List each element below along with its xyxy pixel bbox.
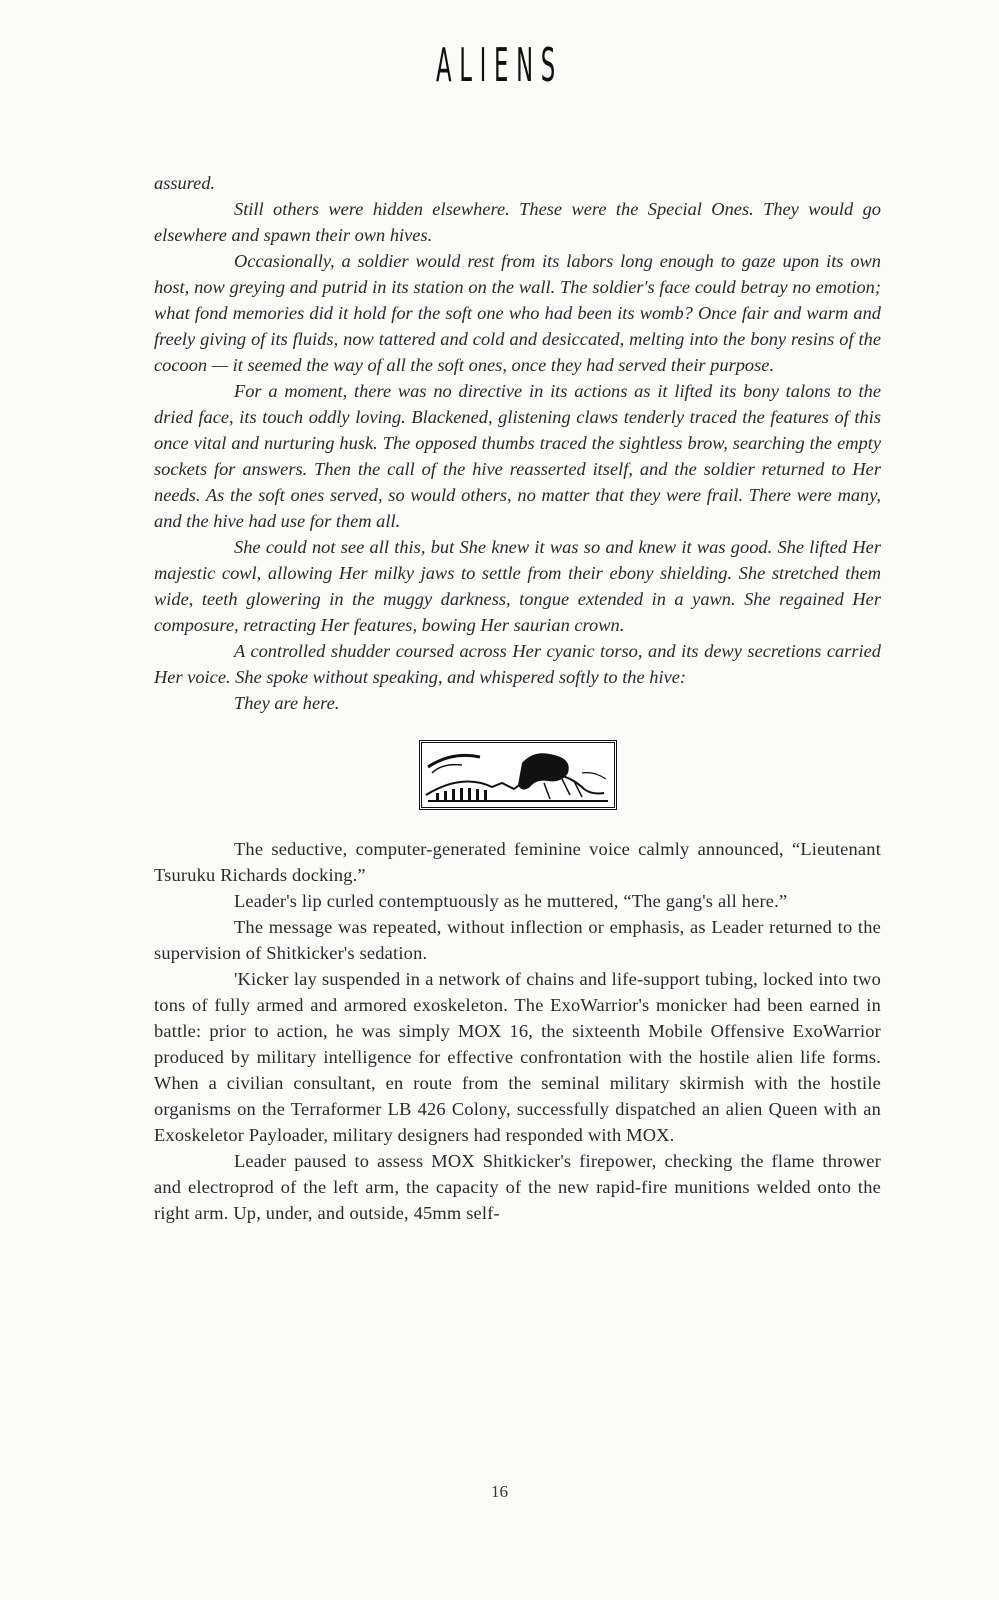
page-body: [154, 170, 881, 1226]
paragraph: 'Kicker lay suspended in a network of chains and life-support tubing, locked into two tons of fully armed and armored exoskeleton. The ExoWarrior's monicker had been earned in battle: prior to action, he was simply MOX 16, the sixteenth Mobile Offensive ExoWarrior produced by military intelligence for effective confrontation with the hostile alien life forms. When a civilian consultant, en route from the seminal military skirmish with the hostile organisms on the Terraformer LB 426 Colony, successfully dispatched an alien Queen with an Exoskeletor Payloader, military designers had responded with MOX.: [154, 969, 881, 1145]
paragraph: They are here.: [234, 693, 340, 713]
section-break-illustration: [419, 740, 617, 810]
paragraph: assured.: [154, 173, 216, 193]
paragraph: She could not see all this, but She knew it was so and knew it was good. She lifted Her majestic cowl, allowing Her milky jaws to settle from their ebony shielding. She stretched them wide, teeth glowering in the muggy darkness, tongue extended in a yawn. She regained Her composure, retracting Her features, bowing Her saurian crown.: [154, 537, 881, 635]
page-number: 16: [491, 1482, 508, 1501]
paragraph: A controlled shudder coursed across Her cyanic torso, and its dewy secretions carried Her voice. She spoke without speaking, and whispered softly to the hive:: [154, 641, 881, 687]
paragraph: For a moment, there was no directive in its actions as it lifted its bony talons to the dried face, its touch oddly loving. Blackened, glistening claws tenderly traced the features of this once vital and nurturing husk. The opposed thumbs traced the sightless brow, searching the empty sockets for answers. Then the call of the hive reasserted itself, and the soldier returned to Her needs. As the soft ones served, so would others, no matter that they were frail. There were many, and the hive had use for them all.: [154, 381, 881, 531]
roman-section: [154, 836, 881, 1226]
paragraph: Occasionally, a soldier would rest from its labors long enough to gaze upon its own host, now greying and putrid in its station on the wall. The soldier's face could betray no emotion; what fond memories did it hold for the soft one who had been its womb? Once fair and warm and freely giving of its fluids, now tattered and cold and desiccated, melting into the bony resins of the cocoon — it seemed the way of all the soft ones, once they had served their purpose.: [154, 251, 881, 375]
paragraph: Leader paused to assess MOX Shitkicker's firepower, checking the flame thrower and electroprod of the left arm, the capacity of the new rapid-fire munitions welded onto the right arm. Up, under, and outside, 45mm self-: [154, 1151, 881, 1223]
aliens-logo: ALIENS: [435, 38, 563, 92]
paragraph: Leader's lip curled contemptuously as he muttered, “The gang's all here.”: [234, 891, 788, 911]
page-header: [0, 38, 999, 92]
italic-section: [154, 170, 881, 716]
alien-creature-icon: [422, 743, 614, 807]
paragraph: The message was repeated, without inflection or emphasis, as Leader returned to the supervision of Shitkicker's sedation.: [154, 917, 881, 963]
paragraph: The seductive, computer-generated feminine voice calmly announced, “Lieutenant Tsuruku Richards docking.”: [154, 839, 881, 885]
paragraph: Still others were hidden elsewhere. These were the Special Ones. They would go elsewhere and spawn their own hives.: [154, 199, 881, 245]
